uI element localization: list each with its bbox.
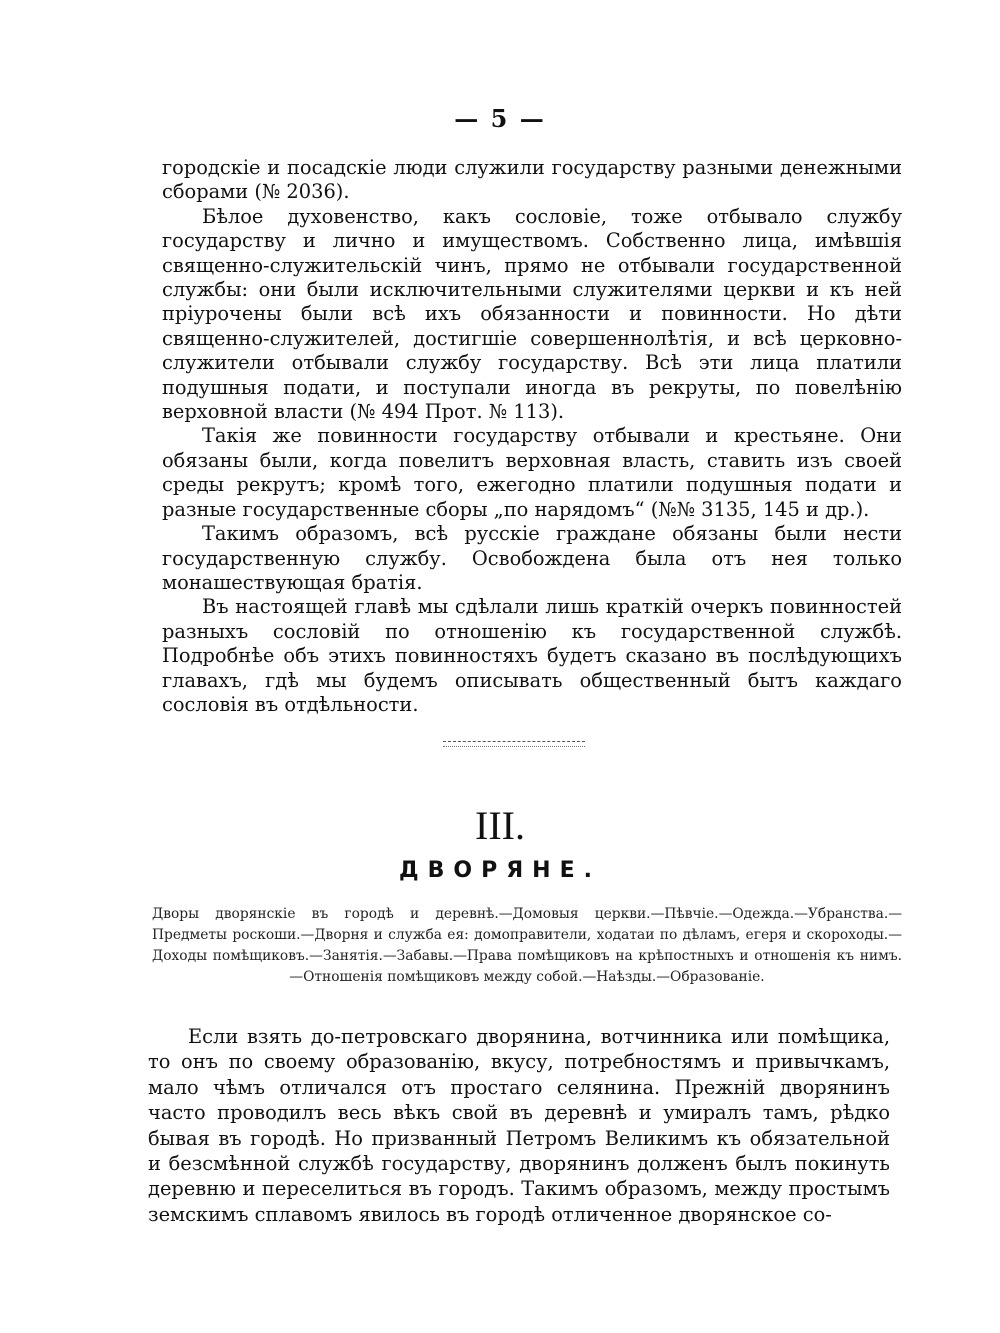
chapter-title: ДВОРЯНЕ. <box>399 858 601 883</box>
paragraph-opening: Если взять до-петровскаго дворянина, вотчинника или помѣщика, то онъ по своему образованію, вкусу, потребностямъ и привычкамъ, мало чѣмъ отличался отъ простаго селянина. Прежній дворянинъ часто проводилъ весь вѣкъ свой въ деревнѣ и умиралъ тамъ, рѣдко бывая въ городѣ. Но призванный Петромъ Великимъ къ обязательной и безсмѣнной службѣ государству, дворянинъ долженъ былъ покинуть деревню и переселиться въ городъ. Такимъ образомъ, между простымъ земскимъ сплавомъ явилось въ городѣ отличенное дворянское со- <box>148 1025 890 1226</box>
chapter-summary: Дворы дворянскіе въ городѣ и деревнѣ.—Домовыя церкви.—Пѣвчіе.—Одежда.—Убранства.—Предметы роскоши.—Дворня и служба ея: домоправители, ходатаи по дѣламъ, егеря и скороходы.—Доходы помѣщиковъ.—Занятія.—Забавы.—Права помѣщиковъ на крѣпостныхъ и отношенія къ нимъ.—Отношенія помѣщиковъ между собой.—Наѣзды.—Образованіе. <box>152 906 902 985</box>
section-divider-ornament <box>443 741 585 747</box>
paragraph-conclusion: Въ настоящей главѣ мы сдѣлали лишь краткій очеркъ повинностей разныхъ сословій по отношенію къ государственной службѣ. Подробнѣе объ этихъ повинностяхъ будетъ сказано въ послѣдующихъ главахъ, гдѣ мы будемъ описывать общественный бытъ каждаго сословія въ отдѣльности. <box>162 595 902 716</box>
chapter-ii-ending <box>162 156 902 717</box>
page-number: — 5 — <box>454 104 546 133</box>
chapter-iii-body <box>148 1024 890 1227</box>
paragraph-continuation: городскіе и посадскіе люди служили государству разными денежными сборами (№ 2036). <box>162 156 902 204</box>
paragraph-clergy: Бѣлое духовенство, какъ сословіе, тоже отбывало службу государству и лично и имуществомъ. Собственно лица, имѣвшія священно-служительскій чинъ, прямо не отбывали государственной службы: они были исключительными служителями церкви и къ ней пріурочены были всѣ ихъ обязанности и повинности. Но дѣти священно-служителей, достигшіе совершеннолѣтія, и всѣ церковно-служители отбывали службу государству. Всѣ эти лица платили подушныя подати, и поступали иногда въ рекруты, по повелѣнію верховной власти (№ 494 Прот. № 113). <box>162 204 902 424</box>
chapter-number: III. <box>475 803 525 848</box>
paragraph-peasants: Такія же повинности государству отбывали и крестьяне. Они обязаны были, когда повелитъ верховная власть, ставить изъ своей среды рекрутъ; кромѣ того, ежегодно платили подушныя подати и разные государственные сборы „по нарядомъ“ (№№ 3135, 145 и др.). <box>162 424 902 521</box>
paragraph-citizens: Такимъ образомъ, всѣ русскіе граждане обязаны были нести государственную службу. Освобождена была отъ нея только монашествующая братія. <box>162 522 902 594</box>
